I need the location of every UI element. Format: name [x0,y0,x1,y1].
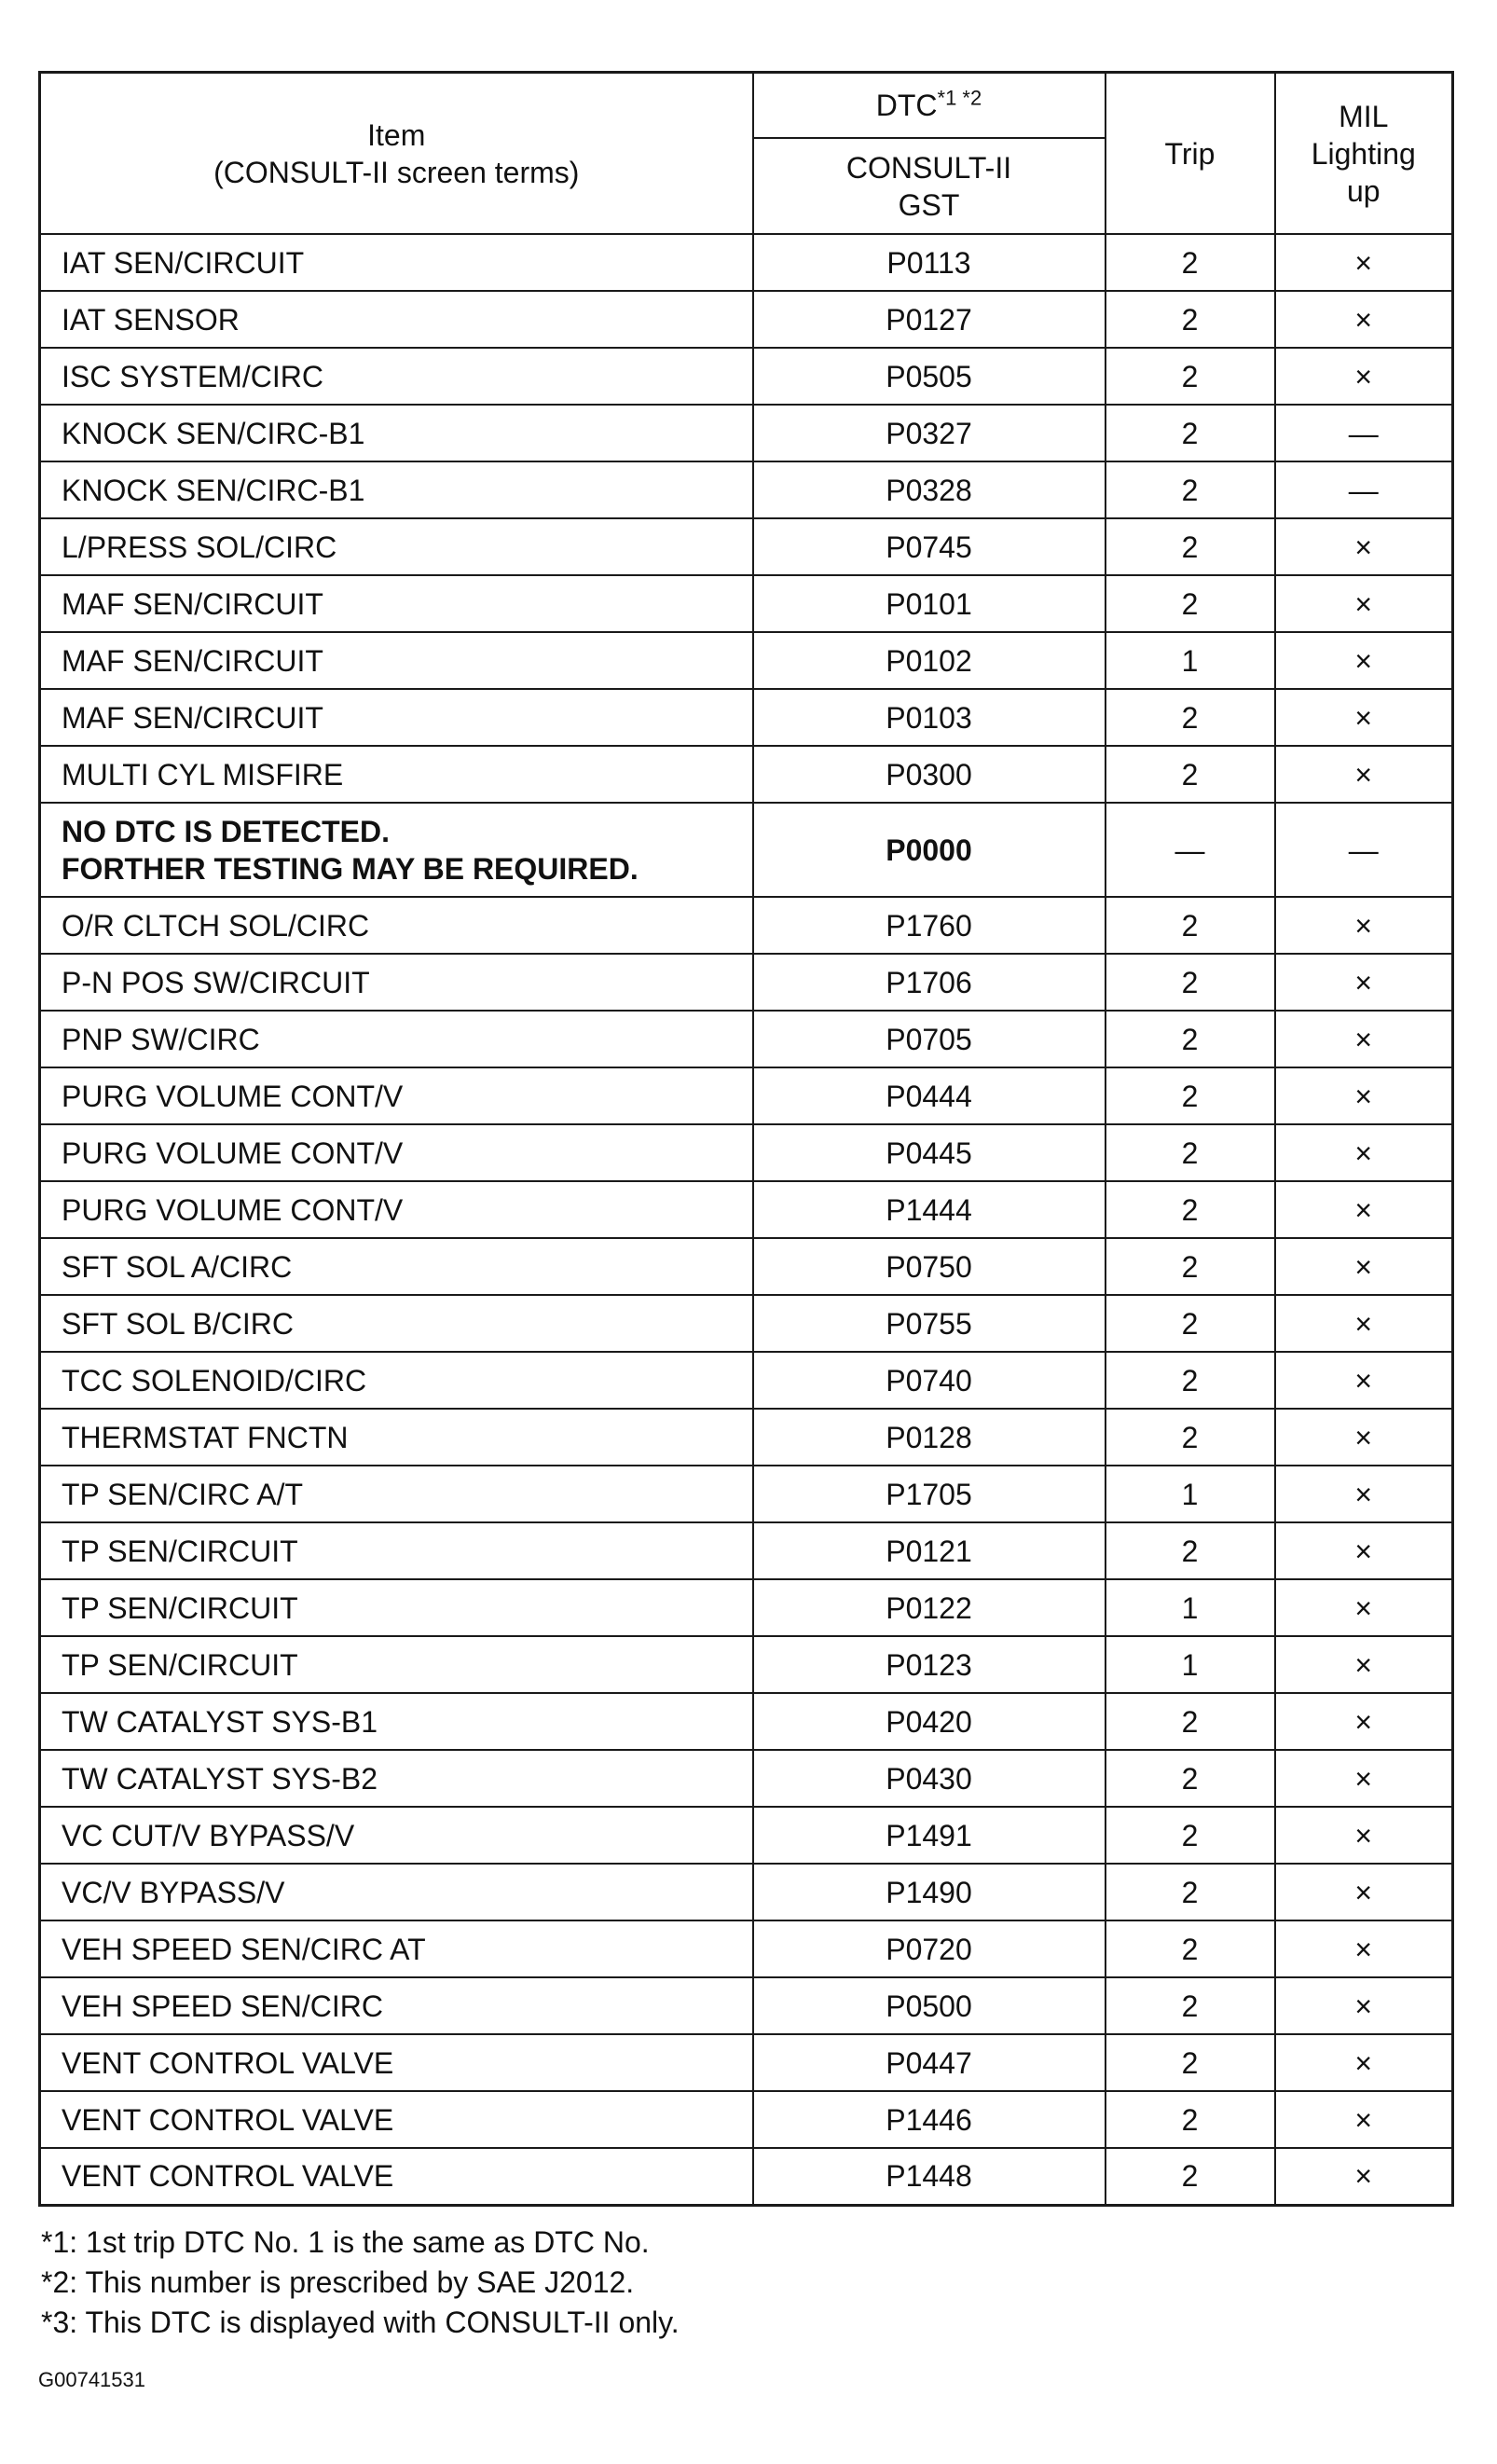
table-row [40,632,1453,689]
header-consult-label: CONSULT-II [845,150,1012,185]
cell-item [40,1067,753,1124]
cell-trip: 1 [1106,632,1275,689]
table-row [40,1864,1453,1920]
header-mil-line3: up [1346,173,1380,208]
header-item-title: Item [367,117,426,152]
cell-dtc-code: P0102 [753,632,1106,689]
item-text: TW CATALYST SYS-B2 [62,1761,378,1796]
cell-mil: × [1275,1807,1453,1864]
cell-item [40,803,753,897]
item-text: VC/V BYPASS/V [62,1875,285,1909]
cell-trip: 2 [1106,1977,1275,2034]
item-text: TW CATALYST SYS-B1 [62,1704,378,1739]
table-row [40,1750,1453,1807]
cell-dtc-code: P0420 [753,1693,1106,1750]
cell-mil: × [1275,1693,1453,1750]
item-text: VENT CONTROL VALVE [62,2045,394,2080]
cell-item [40,632,753,689]
header-trip-label: Trip [1164,136,1215,171]
item-text: VEH SPEED SEN/CIRC [62,1989,383,2023]
table-row [40,291,1453,348]
cell-item [40,1579,753,1636]
table-row [40,1920,1453,1977]
footnote-3: *3: This DTC is displayed with CONSULT-II only. [41,2306,680,2339]
cell-dtc-code: P0101 [753,575,1106,632]
item-text: SFT SOL B/CIRC [62,1306,294,1341]
cell-dtc-code: P0103 [753,689,1106,746]
dtc-table-header [40,73,1453,235]
cell-trip: 2 [1106,1124,1275,1181]
footnote-2: *2: This number is prescribed by SAE J2012. [41,2265,635,2299]
cell-mil: × [1275,1295,1453,1352]
item-text: NO DTC IS DETECTED. [62,814,391,848]
table-row [40,1977,1453,2034]
table-row [40,689,1453,746]
cell-mil: × [1275,632,1453,689]
cell-trip: 2 [1106,575,1275,632]
cell-trip: 2 [1106,1522,1275,1579]
figure-id: G00741531 [38,2368,145,2391]
table-row [40,234,1453,291]
table-row [40,1807,1453,1864]
cell-dtc-code: P0328 [753,461,1106,518]
item-text: VENT CONTROL VALVE [62,2102,394,2137]
item-text: TP SEN/CIRCUIT [62,1647,298,1682]
cell-trip: 2 [1106,405,1275,461]
cell-mil: × [1275,348,1453,405]
header-mil-line1: MIL [1339,99,1389,133]
item-text: TCC SOLENOID/CIRC [62,1363,367,1397]
cell-mil: × [1275,1011,1453,1067]
cell-trip: 2 [1106,2034,1275,2091]
item-text: PNP SW/CIRC [62,1022,260,1056]
cell-item [40,291,753,348]
item-text: KNOCK SEN/CIRC-B1 [62,416,365,450]
cell-item [40,2034,753,2091]
cell-trip: 2 [1106,1750,1275,1807]
cell-item [40,1522,753,1579]
cell-dtc-code: P0745 [753,518,1106,575]
cell-trip: 2 [1106,954,1275,1011]
item-text: PURG VOLUME CONT/V [62,1192,404,1227]
cell-dtc-code: P1705 [753,1466,1106,1522]
table-row [40,348,1453,405]
cell-mil: — [1275,405,1453,461]
cell-dtc-code: P0755 [753,1295,1106,1352]
cell-trip: 2 [1106,1807,1275,1864]
cell-dtc-code: P1446 [753,2091,1106,2148]
cell-dtc-code: P0444 [753,1067,1106,1124]
cell-mil: × [1275,291,1453,348]
cell-item [40,1181,753,1238]
cell-trip: 2 [1106,348,1275,405]
cell-trip: 2 [1106,1693,1275,1750]
cell-item [40,1409,753,1466]
header-mil [1275,73,1453,235]
cell-dtc-code: P0720 [753,1920,1106,1977]
cell-item [40,1352,753,1409]
table-row [40,405,1453,461]
header-gst-label: GST [898,187,960,222]
cell-dtc-code: P0121 [753,1522,1106,1579]
cell-dtc-code: P1760 [753,897,1106,954]
header-item-subtitle: (CONSULT-II screen terms) [213,155,580,189]
cell-mil: × [1275,1522,1453,1579]
cell-trip: 2 [1106,897,1275,954]
table-row [40,1295,1453,1352]
cell-dtc-code: P0123 [753,1636,1106,1693]
item-text: VENT CONTROL VALVE [62,2159,394,2194]
cell-mil: × [1275,1636,1453,1693]
footnote-1: *1: 1st trip DTC No. 1 is the same as DTC No. [41,2225,650,2259]
cell-trip: 2 [1106,234,1275,291]
cell-item [40,1124,753,1181]
cell-mil: × [1275,2091,1453,2148]
item-text: O/R CLTCH SOL/CIRC [62,908,370,943]
cell-mil: × [1275,1409,1453,1466]
cell-item [40,1466,753,1522]
cell-item [40,2091,753,2148]
table-row [40,2034,1453,2091]
cell-trip: 2 [1106,1864,1275,1920]
table-row [40,1693,1453,1750]
item-text: VC CUT/V BYPASS/V [62,1818,355,1852]
cell-dtc-code: P0750 [753,1238,1106,1295]
cell-item [40,405,753,461]
item-text: P-N POS SW/CIRCUIT [62,965,370,999]
cell-mil: × [1275,1124,1453,1181]
table-row [40,461,1453,518]
item-text: MULTI CYL MISFIRE [62,757,344,792]
table-row [40,518,1453,575]
cell-item [40,954,753,1011]
cell-item [40,1238,753,1295]
cell-item [40,1011,753,1067]
header-mil-line2: Lighting [1311,136,1416,171]
item-text: TP SEN/CIRC A/T [62,1477,304,1511]
cell-item [40,897,753,954]
cell-mil: × [1275,689,1453,746]
cell-dtc-code: P0113 [753,234,1106,291]
table-row [40,1181,1453,1238]
item-text: TP SEN/CIRCUIT [62,1590,298,1625]
item-text: PURG VOLUME CONT/V [62,1136,404,1170]
cell-item [40,1750,753,1807]
item-text: IAT SENSOR [62,302,240,337]
cell-mil: × [1275,897,1453,954]
item-text: SFT SOL A/CIRC [62,1249,293,1284]
cell-item [40,461,753,518]
header-dtc-footnote-refs: *1 *2 [937,86,982,110]
cell-item [40,689,753,746]
cell-dtc-code: P1448 [753,2148,1106,2205]
table-row [40,746,1453,803]
cell-item [40,1693,753,1750]
cell-dtc-code: P0122 [753,1579,1106,1636]
cell-trip: 2 [1106,461,1275,518]
cell-mil: × [1275,2034,1453,2091]
table-row [40,1522,1453,1579]
dtc-table [38,71,1454,2207]
table-row [40,1579,1453,1636]
table-row [40,1636,1453,1693]
cell-mil: × [1275,1352,1453,1409]
cell-mil: × [1275,518,1453,575]
table-row [40,1466,1453,1522]
cell-item [40,348,753,405]
cell-dtc-code: P0128 [753,1409,1106,1466]
footnotes [41,2223,680,2343]
item-text-line2: FORTHER TESTING MAY BE REQUIRED. [62,851,639,886]
cell-dtc-code: P0705 [753,1011,1106,1067]
cell-mil: × [1275,1864,1453,1920]
item-text: VEH SPEED SEN/CIRC AT [62,1932,426,1966]
cell-dtc-code: P0445 [753,1124,1106,1181]
table-row [40,1238,1453,1295]
dtc-table-body [40,234,1453,2205]
cell-trip: 2 [1106,1181,1275,1238]
table-row [40,897,1453,954]
cell-mil: × [1275,746,1453,803]
item-text: PURG VOLUME CONT/V [62,1079,404,1113]
cell-trip: 2 [1106,689,1275,746]
cell-item [40,2148,753,2205]
cell-mil: × [1275,1238,1453,1295]
cell-mil: × [1275,1750,1453,1807]
cell-trip: 2 [1106,1011,1275,1067]
table-row [40,803,1453,897]
table-row [40,1124,1453,1181]
item-text: MAF SEN/CIRCUIT [62,586,323,621]
table-row [40,954,1453,1011]
cell-mil: × [1275,1181,1453,1238]
item-text: L/PRESS SOL/CIRC [62,530,337,564]
cell-mil: × [1275,234,1453,291]
item-text: IAT SEN/CIRCUIT [62,245,305,280]
item-text: ISC SYSTEM/CIRC [62,359,323,393]
cell-dtc-code: P1491 [753,1807,1106,1864]
cell-dtc-code: P0740 [753,1352,1106,1409]
cell-item [40,1295,753,1352]
cell-mil: × [1275,1466,1453,1522]
cell-mil: × [1275,1067,1453,1124]
cell-dtc-code: P0430 [753,1750,1106,1807]
item-text: TP SEN/CIRCUIT [62,1534,298,1568]
cell-dtc-code: P1490 [753,1864,1106,1920]
cell-trip: 2 [1106,1238,1275,1295]
cell-dtc-code: P0300 [753,746,1106,803]
cell-trip: 2 [1106,291,1275,348]
cell-mil: × [1275,2148,1453,2205]
cell-dtc-code: P0127 [753,291,1106,348]
cell-item [40,746,753,803]
table-row [40,575,1453,632]
cell-item [40,1977,753,2034]
header-dtc [753,73,1106,139]
cell-item [40,1636,753,1693]
cell-item [40,234,753,291]
table-row [40,1409,1453,1466]
cell-dtc-code: P0500 [753,1977,1106,2034]
cell-trip: 2 [1106,1352,1275,1409]
cell-item [40,575,753,632]
table-row [40,1352,1453,1409]
header-consult-gst [753,138,1106,234]
cell-dtc-code: P0447 [753,2034,1106,2091]
cell-mil: × [1275,1977,1453,2034]
item-text: MAF SEN/CIRCUIT [62,700,323,735]
cell-trip: — [1106,803,1275,897]
cell-trip: 2 [1106,1920,1275,1977]
item-text: MAF SEN/CIRCUIT [62,643,323,678]
cell-dtc-code: P0505 [753,348,1106,405]
cell-dtc-code: P1706 [753,954,1106,1011]
cell-mil: — [1275,803,1453,897]
cell-trip: 2 [1106,746,1275,803]
cell-mil: × [1275,1579,1453,1636]
cell-trip: 2 [1106,1295,1275,1352]
header-dtc-label: DTC [875,89,938,122]
cell-dtc-code: P0000 [753,803,1106,897]
cell-trip: 2 [1106,2091,1275,2148]
cell-mil: × [1275,954,1453,1011]
header-trip [1106,73,1275,235]
cell-trip: 1 [1106,1466,1275,1522]
table-row [40,2091,1453,2148]
cell-item [40,1920,753,1977]
header-item [40,73,753,235]
cell-trip: 2 [1106,1067,1275,1124]
cell-trip: 2 [1106,2148,1275,2205]
cell-item [40,518,753,575]
cell-trip: 2 [1106,1409,1275,1466]
cell-mil: — [1275,461,1453,518]
table-row [40,2148,1453,2205]
item-text: THERMSTAT FNCTN [62,1420,349,1454]
table-row [40,1011,1453,1067]
cell-mil: × [1275,1920,1453,1977]
cell-mil: × [1275,575,1453,632]
table-row [40,1067,1453,1124]
cell-trip: 2 [1106,518,1275,575]
cell-dtc-code: P1444 [753,1181,1106,1238]
cell-dtc-code: P0327 [753,405,1106,461]
cell-item [40,1807,753,1864]
cell-item [40,1864,753,1920]
cell-trip: 1 [1106,1636,1275,1693]
item-text: KNOCK SEN/CIRC-B1 [62,473,365,507]
cell-trip: 1 [1106,1579,1275,1636]
